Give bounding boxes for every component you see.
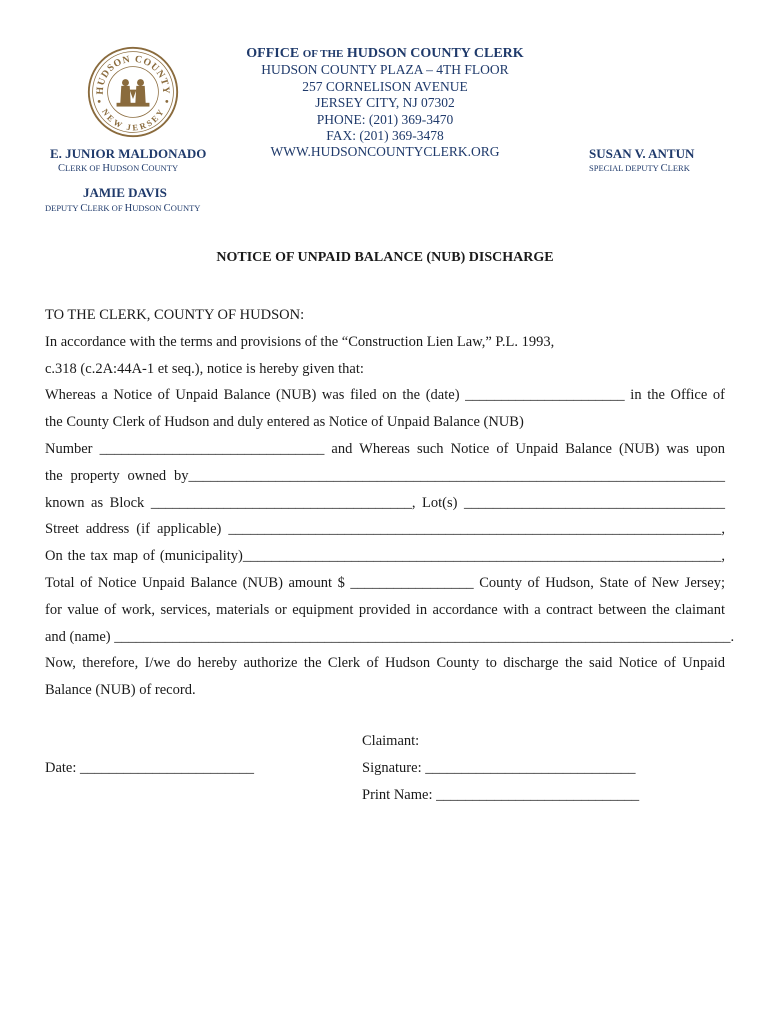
office-address-line: 257 CORNELISON AVENUE [302, 78, 468, 94]
office-fax: FAX: (201) 369-3478 [326, 128, 444, 144]
office-title: OFFICE OF THE HUDSON COUNTY CLERK [246, 46, 524, 61]
body-line-claimant-name: and (name) _____________________________________________________________________________________. [45, 628, 735, 645]
body-line: the County Clerk of Hudson and duly entered as Notice of Unpaid Balance (NUB) [45, 414, 524, 431]
seal-bottom-text: NEW JERSEY [100, 106, 166, 133]
office-address-line: HUDSON COUNTY PLAZA – 4TH FLOOR [261, 62, 509, 78]
body-line-street-address: Street address (if applicable) ____________________________________________________________________, [45, 521, 725, 538]
special-deputy-role: SPECIAL DEPUTY CLERK [589, 163, 690, 174]
body-line: for value of work, services, materials or equipment provided in accordance with a contract between the claimant [45, 601, 725, 618]
body-line-nub-number: Number _______________________________ and Whereas such Notice of Unpaid Balance (NUB) was upon [45, 440, 725, 457]
body-line-property-owner: the property owned by__________________________________________________________________________ [45, 467, 725, 484]
body-line-filed-date: Whereas a Notice of Unpaid Balance (NUB) was filed on the (date) ______________________ in the Office of [45, 387, 725, 404]
print-name-field[interactable]: Print Name: ____________________________ [362, 787, 640, 803]
deputy-name: JAMIE DAVIS [83, 185, 167, 200]
clerk-role: CLERK OF HUDSON COUNTY [58, 163, 179, 174]
svg-text:HUDSON COUNTY [95, 54, 171, 95]
special-deputy-name: SUSAN V. ANTUN [589, 146, 695, 161]
office-address-line: JERSEY CITY, NJ 07302 [315, 95, 455, 111]
document-title: NOTICE OF UNPAID BALANCE (NUB) DISCHARGE [216, 250, 554, 265]
date-field[interactable]: Date: ________________________ [45, 760, 255, 776]
body-line-block-lot: known as Block ____________________________________, Lot(s) ____________________________________ [45, 494, 725, 511]
body-line: Now, therefore, I/we do hereby authorize the Clerk of Hudson County to discharge the said Notice of Unpaid [45, 655, 725, 672]
signature-field[interactable]: Signature: _____________________________ [362, 760, 636, 776]
body-line-tax-map: On the tax map of (municipality)__________________________________________________________________, [45, 548, 725, 565]
seal-top-text: HUDSON COUNTY [94, 53, 172, 95]
claimant-label: Claimant: [362, 733, 420, 749]
deputy-role: DEPUTY CLERK OF HUDSON COUNTY [45, 203, 201, 214]
body-line: Balance (NUB) of record. [45, 682, 196, 699]
body-line-salutation: TO THE CLERK, COUNTY OF HUDSON: [45, 307, 305, 323]
clerk-name: E. JUNIOR MALDONADO [50, 146, 207, 161]
office-header [240, 46, 530, 161]
body-line: In accordance with the terms and provisions of the “Construction Lien Law,” P.L. 1993, [45, 333, 555, 350]
hudson-county-seal [86, 45, 180, 139]
office-website: WWW.HUDSONCOUNTYCLERK.ORG [270, 144, 500, 160]
notice-body [45, 302, 735, 704]
body-line-amount: Total of Notice Unpaid Balance (NUB) amount $ _________________ County of Hudson, State of New Jersey; [45, 574, 725, 591]
body-line: c.318 (c.2A:44A-1 et seq.), notice is hereby given that: [45, 360, 364, 377]
office-phone: PHONE: (201) 369-3470 [316, 111, 454, 127]
